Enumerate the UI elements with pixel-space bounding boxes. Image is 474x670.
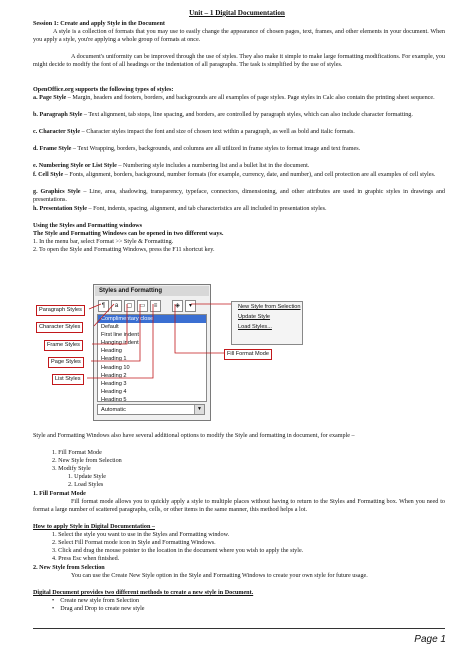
howto-step: 2. Select Fill Format mode icon in Style and Formatting Windows. xyxy=(52,540,216,546)
menu-item-update-style[interactable]: Update Style xyxy=(238,314,271,320)
style-item: c. Character Style – Character styles impact the font and size of chosen text within a paragraph, as well as bold and italic formats. xyxy=(33,129,355,135)
method-item: • Create new style from Selection xyxy=(52,598,140,604)
sub-option-item: 2. Load Styles xyxy=(68,482,104,488)
style-list-item[interactable]: Complimentary close xyxy=(98,315,206,323)
page-number: Page 1 xyxy=(414,634,446,645)
style-list-item[interactable]: First line indent xyxy=(101,332,139,339)
open-step: 1. In the menu bar, select Format >> Style & Formatting. xyxy=(33,239,174,245)
style-list-item[interactable]: Heading 4 xyxy=(101,388,127,395)
howto-heading: How to apply Style in Digital Documentation – xyxy=(33,524,155,530)
style-list-item[interactable]: Heading 2 xyxy=(101,372,127,379)
style-list-item[interactable]: Hanging indent xyxy=(101,340,139,347)
sub-option-item: 1. Update Style xyxy=(68,474,107,480)
style-item: a. Page Style – Margin, headers and footers, borders, and backgrounds are all examples of page styles. Page styles in Calc also contain the printing sheet sequence. xyxy=(33,95,435,101)
style-list-item[interactable]: Heading xyxy=(101,348,122,355)
style-item: f. Cell Style – Fonts, alignment, borders, background, number formats (for example, currency, date, and number), and cell protection are all examples of cell styles. xyxy=(33,172,436,178)
style-list-item[interactable]: Heading 10 xyxy=(101,364,130,371)
new-style-paragraph: You can use the Create New Style option in the Style and Formatting Windows to create your own style for future usage. xyxy=(71,573,368,579)
open-step: 2. To open the Style and Formatting Windows, press the F11 shortcut key. xyxy=(33,247,215,253)
style-item: e. Numbering Style or List Style – Numbering style includes a numbering list and a bullet list in the document. xyxy=(33,163,310,169)
bullet-icon: • xyxy=(52,606,61,612)
style-filter-value: Automatic xyxy=(101,407,126,413)
howto-step: 3. Click and drag the mouse pointer to the location in the document where you wish to apply the style. xyxy=(52,548,304,554)
page-styles-icon[interactable]: ▭ xyxy=(137,300,148,312)
using-heading: Using the Styles and Formatting windows xyxy=(33,223,143,229)
option-item: 2. New Style from Selection xyxy=(52,458,122,464)
style-item: g. Graphics Style – Line, area, shadowing, transparency, typeface, connectors, dimensioning, and other attributes are used in graphic styles in drawings and presentations. xyxy=(33,189,445,204)
page-title: Unit – 1 Digital Documentation xyxy=(189,9,285,17)
window-title: Styles and Formatting xyxy=(95,286,209,296)
intro-paragraph-2: A document's uniformity can be improved through the use of styles. They also make it simple to make large formatting modifications. For example, you might decide to modify the font of all headings or the indentation of all paragraphs. The task is simplified by the use of styles. xyxy=(33,54,445,69)
intro-paragraph-1: A style is a collection of formats that you may use to easily change the appearance of chosen pages, text, frames, and other elements in your document. When you apply a style, you're applying a whole group of formats at once. xyxy=(33,29,445,44)
method-item: • Drag and Drop to create new style xyxy=(52,606,145,612)
style-list-item[interactable]: Heading 3 xyxy=(101,380,127,387)
session-heading: Session 1: Create and apply Style in the Document xyxy=(33,21,165,27)
callout-frame-styles: Frame Styles xyxy=(44,340,83,351)
character-styles-icon[interactable]: a xyxy=(111,300,122,312)
new-style-heading: 2. New Style from Selection xyxy=(33,565,105,571)
style-item: b. Paragraph Style – Text alignment, tab stops, line spacing, and borders, are controlled by paragraph styles, which can also include character formatting. xyxy=(33,112,413,118)
list-styles-icon[interactable]: ≡ xyxy=(150,300,161,312)
howto-step: 1. Select the style you want to use in the Styles and Formatting window. xyxy=(52,532,230,538)
callout-fill-format-mode: Fill Format Mode xyxy=(224,349,272,360)
callout-character-styles: Character Styles xyxy=(36,322,83,333)
methods-heading: Digital Document provides two different methods to create a new style in Document. xyxy=(33,590,254,596)
supports-heading: OpenOffice.org supports the following types of styles: xyxy=(33,87,174,93)
style-item: h. Presentation Style – Font, indents, spacing, alignment, and tab characteristics are all included in presentation styles. xyxy=(33,206,327,212)
style-list-item[interactable]: Heading 1 xyxy=(101,356,127,363)
howto-step: 4. Press Esc when finished. xyxy=(52,556,120,562)
chevron-down-icon[interactable]: ▼ xyxy=(194,405,204,414)
style-list-item[interactable]: Default xyxy=(101,324,119,331)
footer-divider xyxy=(33,628,445,629)
callout-list-styles: List Styles xyxy=(52,374,84,385)
fill-mode-heading: 1. Fill Format Mode xyxy=(33,491,86,497)
option-item: 1. Fill Format Mode xyxy=(52,450,102,456)
two-ways-heading: The Style and Formatting Windows can be opened in two different ways. xyxy=(33,231,224,237)
menu-item-load-styles[interactable]: Load Styles... xyxy=(238,324,272,330)
menu-item-new-style[interactable]: New Style from Selection xyxy=(238,304,301,310)
options-paragraph: Style and Formatting Windows also have several additional options to modify the Style and formatting in document, for example – xyxy=(33,433,355,439)
fill-mode-paragraph: Fill format mode allows you to quickly apply a style to multiple places without having to return to the Styles and Formatting box. When you need to format a large number of scattered paragraphs, cells, or other items in the same manner, this method helps a lot. xyxy=(33,499,445,514)
callout-page-styles: Page Styles xyxy=(48,357,84,368)
callout-paragraph-styles: Paragraph Styles xyxy=(36,305,85,316)
bullet-icon: • xyxy=(52,598,61,604)
paragraph-styles-icon[interactable]: ¶ xyxy=(98,300,109,312)
fill-format-mode-icon[interactable]: ◈ xyxy=(172,300,183,312)
option-item: 3. Modify Style xyxy=(52,466,91,472)
frame-styles-icon[interactable]: ▢ xyxy=(124,300,135,312)
style-item: d. Frame Style – Text Wrapping, borders, backgrounds, and columns are all utilized in frame styles to format image and text frames. xyxy=(33,146,361,152)
new-style-menu-icon[interactable]: ▾ xyxy=(185,300,196,312)
style-list-item[interactable]: Heading 5 xyxy=(101,396,127,402)
